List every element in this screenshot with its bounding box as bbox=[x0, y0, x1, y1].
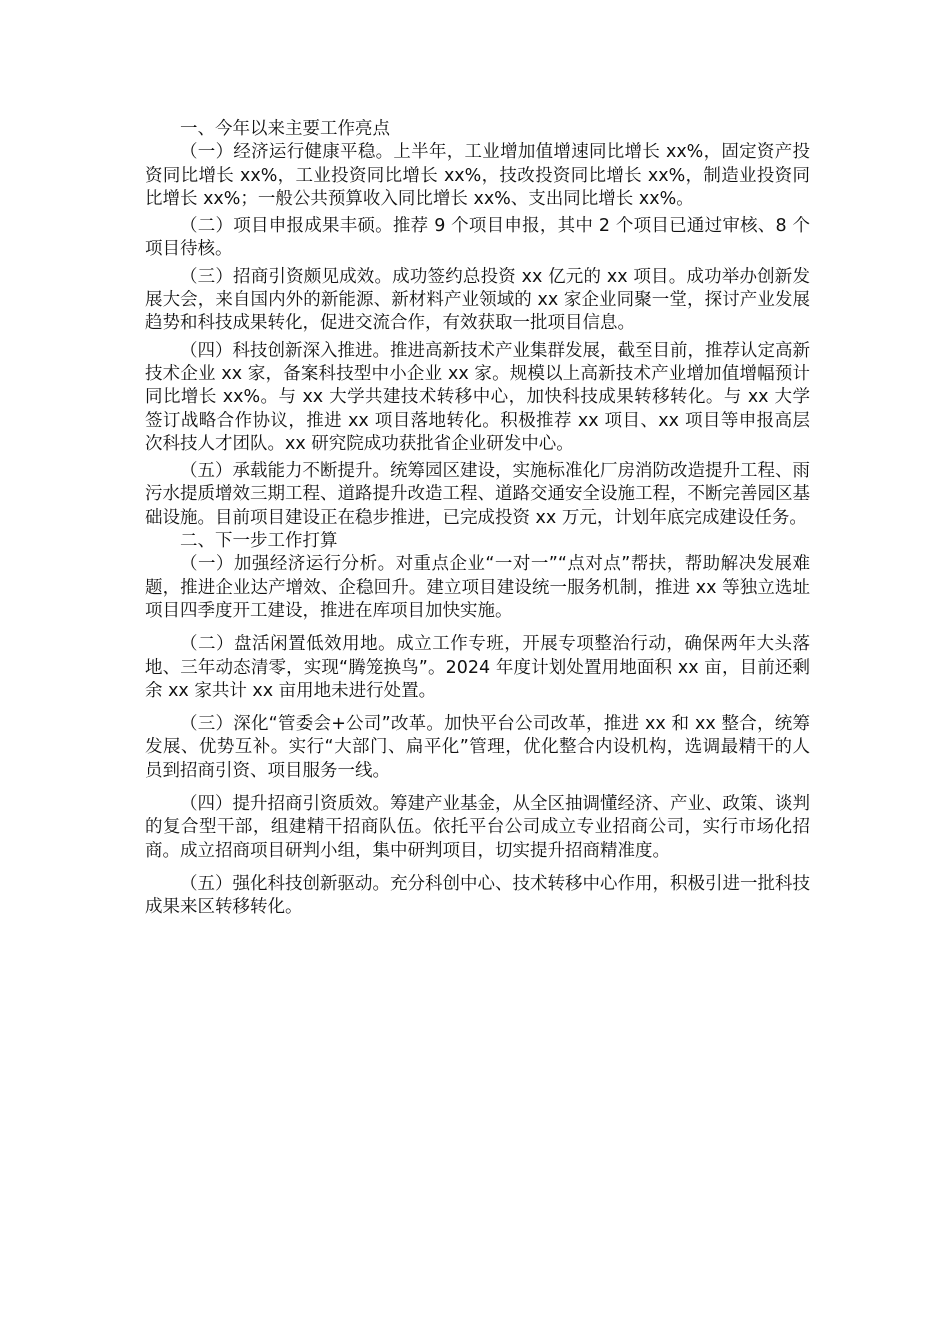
section-1-paragraph-4: （四）科技创新深入推进。推进高新技术产业集群发展，截至目前，推荐认定高新技术企业 xx 家，备案科技型中小企业 xx 家。规模以上高新技术产业增加值增幅预计同比增长 xx%。与 xx 大学共建技术转移中心，加快科技成果转移转化。与 xx 大学签订战略合作协议，推进 xx 项目落地转化。积极推荐 xx 项目、xx 项目等申报高层次科技人才团队。xx 研究院成功获批省企业研发中心。 bbox=[145, 340, 810, 454]
section-1-heading: 一、今年以来主要工作亮点 bbox=[180, 119, 390, 139]
document-page bbox=[145, 118, 810, 920]
section-2-paragraph-5: （五）强化科技创新驱动。充分科创中心、技术转移中心作用，积极引进一批科技成果来区转移转化。 bbox=[145, 873, 810, 918]
section-2-paragraph-1: （一）加强经济运行分析。对重点企业“一对一”“点对点”帮扶，帮助解决发展难题，推进企业达产增效、企稳回升。建立项目建设统一服务机制，推进 xx 等独立选址项目四季度开工建设，推进在库项目加快实施。 bbox=[145, 554, 810, 621]
section-2-heading: 二、下一步工作打算 bbox=[180, 531, 338, 552]
section-2-paragraph-4: （四）提升招商引资质效。筹建产业基金，从全区抽调懂经济、产业、政策、谈判的复合型干部，组建精干招商队伍。依托平台公司成立专业招商公司，实行市场化招商。成立招商项目研判小组，集中研判项目，切实提升招商精准度。 bbox=[145, 794, 810, 861]
section-1-paragraph-5: （五）承载能力不断提升。统筹园区建设，实施标准化厂房消防改造提升工程、雨污水提质增效三期工程、道路提升改造工程、道路交通安全设施工程，不断完善园区基础设施。目前项目建设正在稳步推进，已完成投资 xx 万元，计划年底完成建设任务。 bbox=[145, 461, 810, 528]
section-1-paragraph-1: （一）经济运行健康平稳。上半年，工业增加值增速同比增长 xx%，固定资产投资同比增长 xx%，工业投资同比增长 xx%，技改投资同比增长 xx%，制造业投资同比增长 xx%；一般公共预算收入同比增长 xx%、支出同比增长 xx%。 bbox=[145, 142, 810, 209]
section-1-paragraph-2: （二）项目申报成果丰硕。推荐 9 个项目申报，其中 2 个项目已通过审核、8 个项目待核。 bbox=[145, 216, 810, 260]
section-1-paragraph-3: （三）招商引资颇见成效。成功签约总投资 xx 亿元的 xx 项目。成功举办创新发展大会，来自国内外的新能源、新材料产业领域的 xx 家企业同聚一堂，探讨产业发展趋势和科技成果转化，促进交流合作，有效获取一批项目信息。 bbox=[145, 266, 810, 334]
section-2-paragraph-3: （三）深化“管委会+公司”改革。加快平台公司改革，推进 xx 和 xx 整合，统筹发展、优势互补。实行“大部门、扁平化”管理，优化整合内设机构，选调最精干的人员到招商引资、项目服务一线。 bbox=[145, 714, 810, 781]
section-2-paragraph-2: （二）盘活闲置低效用地。成立工作专班，开展专项整治行动，确保两年大头落地、三年动态清零，实现“腾笼换鸟”。2024 年度计划处置用地面积 xx 亩，目前还剩余 xx 家共计 xx 亩用地未进行处置。 bbox=[145, 634, 810, 701]
